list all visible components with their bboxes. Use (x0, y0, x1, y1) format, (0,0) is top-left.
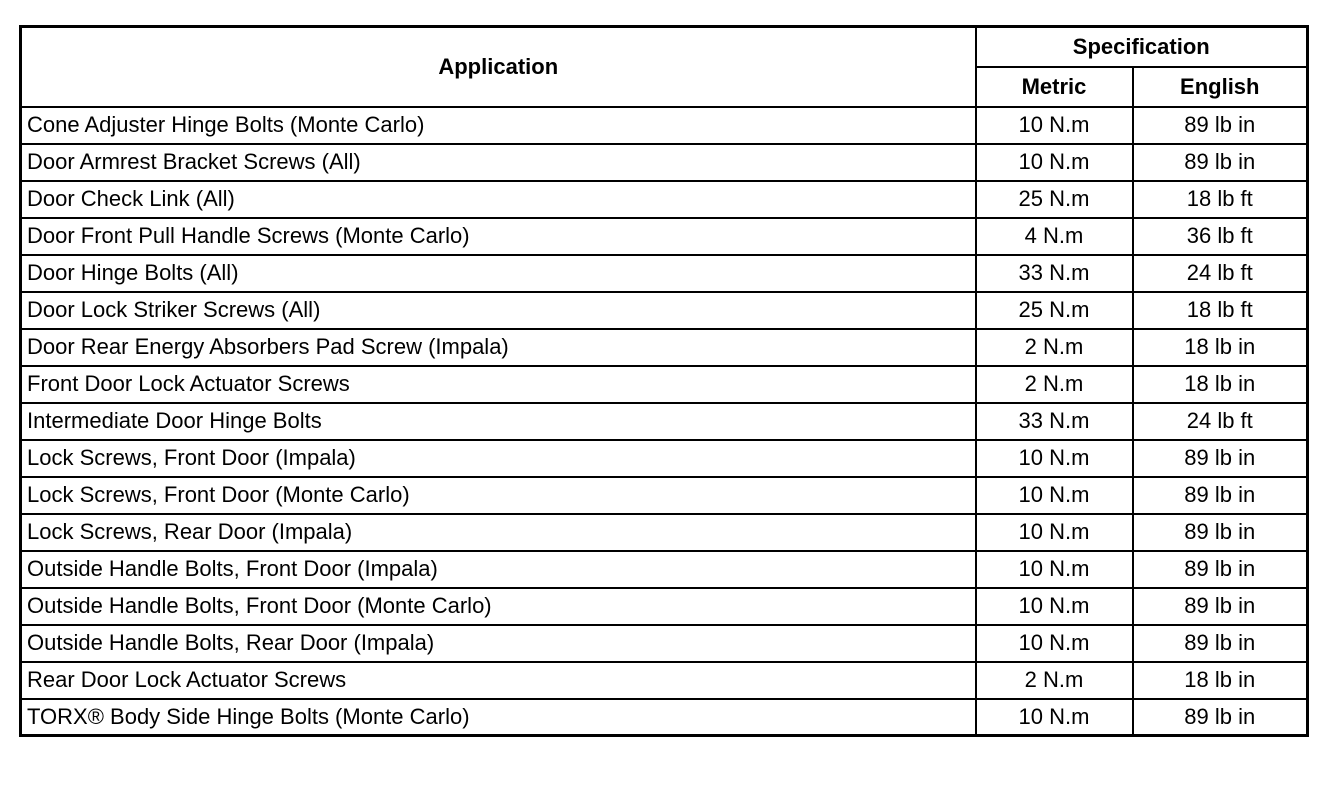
table-row (21, 218, 1308, 255)
metric-header: Metric (976, 67, 1133, 107)
metric-cell: 10 N.m (976, 625, 1133, 662)
table-row (21, 366, 1308, 403)
metric-cell: 2 N.m (976, 329, 1133, 366)
application-cell: Cone Adjuster Hinge Bolts (Monte Carlo) (21, 107, 976, 144)
english-cell: 18 lb ft (1133, 292, 1308, 329)
application-cell: Outside Handle Bolts, Rear Door (Impala) (21, 625, 976, 662)
table-row (21, 625, 1308, 662)
application-cell: Outside Handle Bolts, Front Door (Impala) (21, 551, 976, 588)
torque-specification-table (19, 25, 1309, 737)
application-cell: Door Check Link (All) (21, 181, 976, 218)
table-row (21, 181, 1308, 218)
table-row (21, 329, 1308, 366)
metric-cell: 33 N.m (976, 255, 1133, 292)
table-row (21, 588, 1308, 625)
header-row-1 (21, 27, 1308, 67)
application-cell: Rear Door Lock Actuator Screws (21, 662, 976, 699)
english-cell: 89 lb in (1133, 625, 1308, 662)
english-cell: 18 lb ft (1133, 181, 1308, 218)
metric-cell: 33 N.m (976, 403, 1133, 440)
metric-cell: 10 N.m (976, 588, 1133, 625)
english-cell: 24 lb ft (1133, 403, 1308, 440)
english-cell: 89 lb in (1133, 551, 1308, 588)
table-row (21, 551, 1308, 588)
table-row (21, 255, 1308, 292)
table-row (21, 514, 1308, 551)
english-cell: 89 lb in (1133, 144, 1308, 181)
application-cell: Outside Handle Bolts, Front Door (Monte Carlo) (21, 588, 976, 625)
application-cell: Lock Screws, Front Door (Impala) (21, 440, 976, 477)
english-cell: 36 lb ft (1133, 218, 1308, 255)
metric-cell: 10 N.m (976, 551, 1133, 588)
english-cell: 18 lb in (1133, 329, 1308, 366)
table-body (21, 107, 1308, 736)
application-cell: Lock Screws, Front Door (Monte Carlo) (21, 477, 976, 514)
application-cell: Door Rear Energy Absorbers Pad Screw (Impala) (21, 329, 976, 366)
english-cell: 18 lb in (1133, 662, 1308, 699)
metric-cell: 10 N.m (976, 514, 1133, 551)
table-row (21, 292, 1308, 329)
application-cell: Door Front Pull Handle Screws (Monte Carlo) (21, 218, 976, 255)
english-cell: 89 lb in (1133, 440, 1308, 477)
metric-cell: 10 N.m (976, 440, 1133, 477)
english-cell: 89 lb in (1133, 107, 1308, 144)
english-cell: 89 lb in (1133, 477, 1308, 514)
metric-cell: 25 N.m (976, 181, 1133, 218)
english-cell: 89 lb in (1133, 699, 1308, 736)
application-cell: Front Door Lock Actuator Screws (21, 366, 976, 403)
application-cell: Door Hinge Bolts (All) (21, 255, 976, 292)
metric-cell: 2 N.m (976, 662, 1133, 699)
english-header: English (1133, 67, 1308, 107)
english-cell: 89 lb in (1133, 588, 1308, 625)
english-cell: 89 lb in (1133, 514, 1308, 551)
metric-cell: 2 N.m (976, 366, 1133, 403)
metric-cell: 10 N.m (976, 477, 1133, 514)
application-cell: TORX® Body Side Hinge Bolts (Monte Carlo) (21, 699, 976, 736)
table-row (21, 403, 1308, 440)
application-cell: Door Armrest Bracket Screws (All) (21, 144, 976, 181)
metric-cell: 10 N.m (976, 699, 1133, 736)
table-row (21, 699, 1308, 736)
table-row (21, 440, 1308, 477)
application-cell: Lock Screws, Rear Door (Impala) (21, 514, 976, 551)
table-row (21, 107, 1308, 144)
english-cell: 18 lb in (1133, 366, 1308, 403)
english-cell: 24 lb ft (1133, 255, 1308, 292)
application-header: Application (21, 27, 976, 107)
application-cell: Door Lock Striker Screws (All) (21, 292, 976, 329)
specification-header: Specification (976, 27, 1308, 67)
metric-cell: 25 N.m (976, 292, 1133, 329)
application-cell: Intermediate Door Hinge Bolts (21, 403, 976, 440)
metric-cell: 10 N.m (976, 144, 1133, 181)
metric-cell: 4 N.m (976, 218, 1133, 255)
table-row (21, 662, 1308, 699)
metric-cell: 10 N.m (976, 107, 1133, 144)
table-row (21, 477, 1308, 514)
table-row (21, 144, 1308, 181)
